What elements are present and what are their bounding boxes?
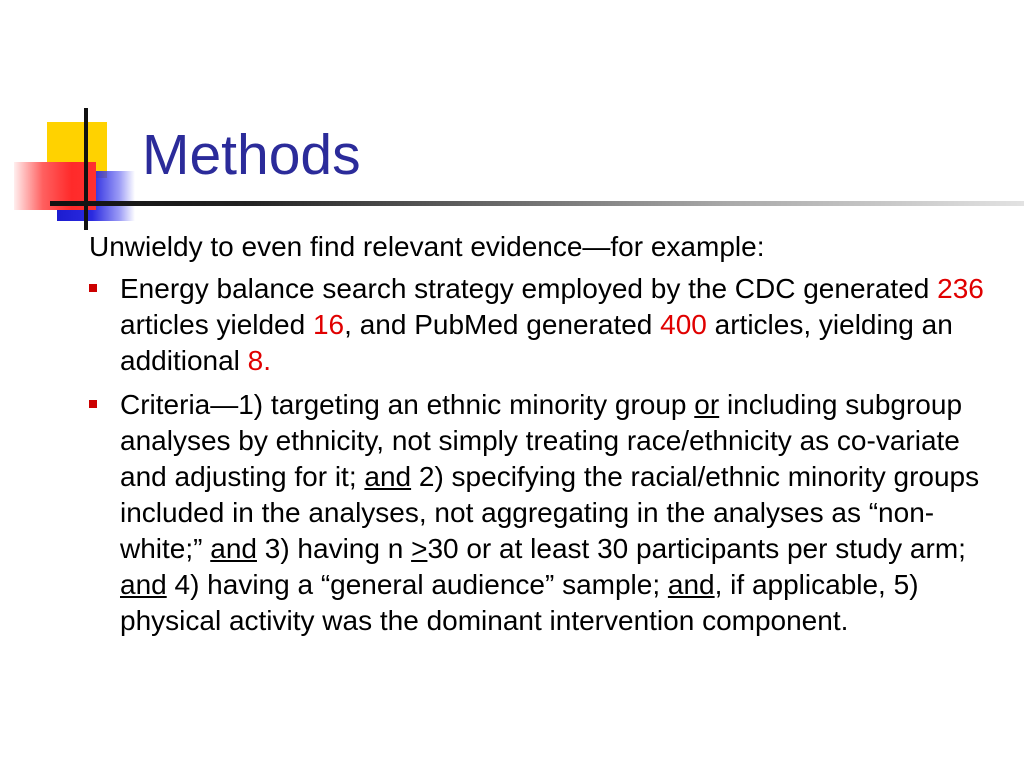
- bullet-list: [89, 271, 999, 639]
- bullet-text: Criteria—1) targeting an ethnic minority group: [120, 389, 695, 420]
- title-underline-rule: [50, 201, 1024, 206]
- bullet-square-icon: [89, 284, 97, 292]
- intro-text: Unwieldy to even find relevant evidence—for example:: [89, 231, 765, 262]
- underlined-word: or: [694, 389, 720, 420]
- bullet-text: , and PubMed generated: [344, 309, 661, 340]
- underlined-word: and: [120, 569, 167, 600]
- underlined-word: and: [667, 569, 715, 600]
- slide-body: [89, 229, 999, 647]
- bullet-square-icon: [89, 400, 97, 408]
- bullet-text: 4) having a “general audience” sample;: [166, 569, 668, 600]
- underlined-symbol: >: [411, 533, 428, 564]
- bullet-search-strategy: [89, 271, 999, 379]
- highlight-number: 16: [312, 309, 345, 340]
- bullet-text: 3) having n: [256, 533, 412, 564]
- bullet-text: including subgroup analyses by ethnicity, not simply treating race/ethnicity as co-variate and adjusting for it;: [120, 389, 963, 492]
- underlined-word: and: [210, 533, 257, 564]
- bullet-text: 2) specifying the racial/ethnic minority groups included in the analyses, not aggregating in the analyses as “non-white;”: [120, 461, 980, 564]
- highlight-number: 400: [660, 309, 707, 340]
- bullet-text: 30 or at least 30 participants per study arm;: [427, 533, 966, 564]
- bullet-text: articles, yielding an additional: [120, 309, 953, 376]
- highlight-number: 236: [937, 273, 984, 304]
- bullet-criteria: [89, 387, 999, 639]
- underlined-word: and: [364, 461, 412, 492]
- highlight-number: 8.: [247, 345, 272, 376]
- bullet-text: , if applicable, 5) physical activity was the dominant intervention component.: [120, 569, 919, 636]
- slide-title: Methods: [142, 123, 361, 187]
- bullet-text: articles yielded: [120, 309, 313, 340]
- bullet-text: Energy balance search strategy employed by the CDC generated: [120, 273, 938, 304]
- decorative-vertical-line: [84, 108, 88, 230]
